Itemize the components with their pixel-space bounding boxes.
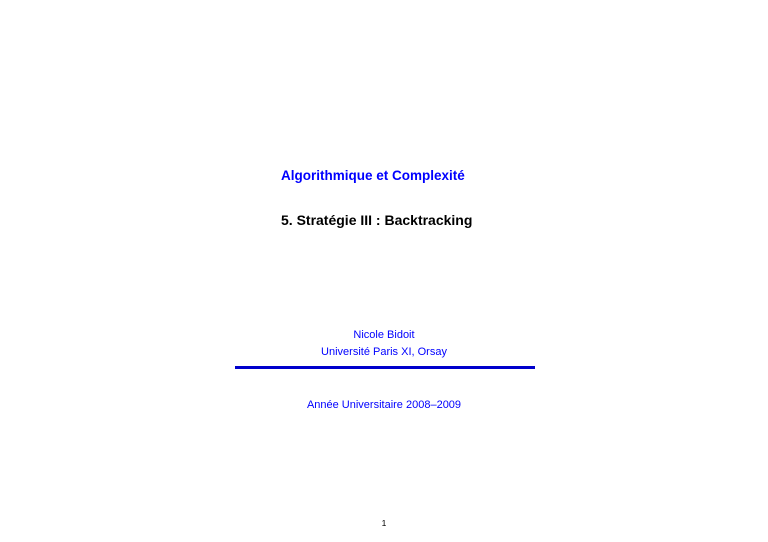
title-block xyxy=(281,168,741,184)
page-title: Algorithmique et Complexité xyxy=(281,168,465,183)
author-affiliation: Université Paris XI, Orsay xyxy=(321,346,447,359)
academic-year: Année Universitaire 2008–2009 xyxy=(306,399,462,411)
page-number: 1 xyxy=(381,518,387,528)
author-block xyxy=(0,327,768,361)
horizontal-rule xyxy=(235,366,535,369)
author-name: Nicole Bidoit xyxy=(353,329,415,341)
slide-subtitle: 5. Stratégie III : Backtracking xyxy=(281,212,473,228)
